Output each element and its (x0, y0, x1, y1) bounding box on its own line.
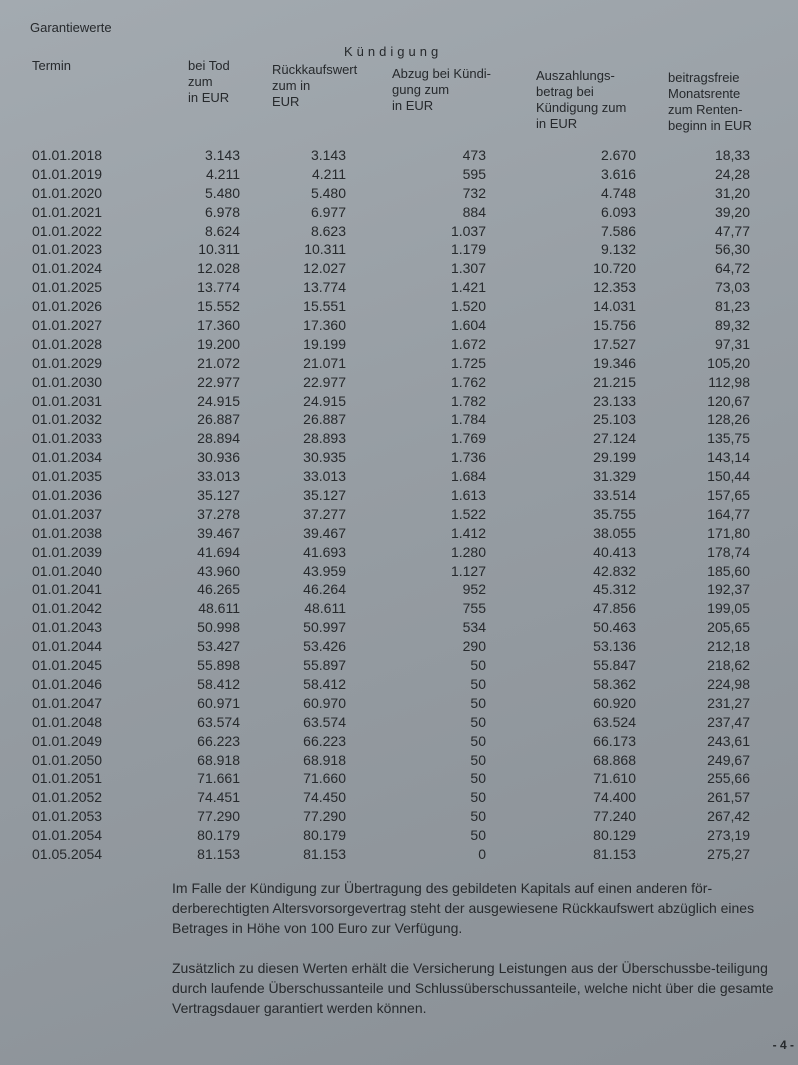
cell-auszahlungsbetrag: 31.329 (593, 468, 636, 485)
cell-rueckkaufswert: 28.893 (303, 430, 346, 447)
cell-monatsrente: 81,23 (714, 298, 750, 315)
header-line: zum (188, 74, 213, 89)
cell-auszahlungsbetrag: 68.868 (593, 751, 636, 768)
table-row (0, 599, 798, 618)
cell-rueckkaufswert: 4.211 (312, 165, 346, 182)
cell-termin: 01.01.2048 (32, 713, 103, 730)
cell-monatsrente: 128,26 (707, 411, 750, 428)
cell-auszahlungsbetrag: 53.136 (593, 638, 636, 655)
cell-bei-tod: 60.971 (197, 694, 240, 711)
header-line: EUR (272, 94, 300, 109)
cell-bei-tod: 74.451 (197, 789, 240, 806)
cell-monatsrente: 112,98 (708, 373, 750, 390)
cell-rueckkaufswert: 5.480 (310, 184, 346, 201)
cell-termin: 01.01.2047 (32, 694, 103, 711)
cell-termin: 01.01.2039 (32, 543, 103, 560)
cell-monatsrente: 105,20 (707, 354, 750, 371)
cell-auszahlungsbetrag: 71.610 (593, 770, 636, 787)
table-row (0, 845, 798, 864)
column-header-abzug (392, 66, 491, 114)
cell-termin: 01.01.2042 (32, 600, 103, 617)
cell-bei-tod: 50.998 (197, 619, 240, 636)
table-row (0, 448, 798, 467)
cell-monatsrente: 31,20 (714, 184, 750, 201)
table-row (0, 769, 798, 788)
cell-rueckkaufswert: 39.467 (303, 524, 346, 541)
cell-abzug: 50 (470, 770, 486, 787)
cell-abzug: 1.520 (450, 298, 486, 315)
cell-bei-tod: 6.978 (204, 203, 240, 220)
cell-termin: 01.01.2032 (32, 411, 103, 428)
cell-rueckkaufswert: 66.223 (303, 732, 346, 749)
cell-monatsrente: 192,37 (707, 581, 750, 598)
cell-monatsrente: 212,18 (707, 638, 750, 655)
header-line: Kündigung zum (536, 100, 627, 115)
cell-termin: 01.01.2021 (32, 203, 103, 220)
header-line: zum in (272, 78, 311, 93)
cell-monatsrente: 18,33 (714, 147, 750, 163)
cell-bei-tod: 12.028 (197, 260, 240, 277)
cell-rueckkaufswert: 80.179 (303, 827, 346, 844)
table-row (0, 637, 798, 656)
cell-abzug: 1.784 (450, 411, 486, 428)
header-line: beginn in EUR (668, 118, 752, 133)
table-row (0, 297, 798, 316)
cell-termin: 01.01.2020 (32, 184, 103, 201)
cell-rueckkaufswert: 60.970 (303, 694, 346, 711)
cell-rueckkaufswert: 13.774 (303, 279, 346, 296)
cell-bei-tod: 26.887 (197, 411, 240, 428)
table-row (0, 675, 798, 694)
cell-auszahlungsbetrag: 29.199 (593, 449, 636, 466)
table-row (0, 486, 798, 505)
cell-auszahlungsbetrag: 27.124 (593, 430, 636, 447)
cell-bei-tod: 53.427 (197, 638, 240, 655)
cell-termin: 01.01.2037 (32, 505, 103, 522)
cell-bei-tod: 8.624 (204, 222, 240, 239)
cell-termin: 01.01.2054 (32, 827, 103, 844)
cell-bei-tod: 10.311 (198, 241, 240, 258)
cell-termin: 01.01.2040 (32, 562, 103, 579)
cell-bei-tod: 22.977 (197, 373, 240, 390)
cell-abzug: 1.684 (450, 468, 486, 485)
cell-rueckkaufswert: 12.027 (303, 260, 346, 277)
header-line: betrag bei (536, 84, 594, 99)
cell-rueckkaufswert: 74.450 (303, 789, 346, 806)
cell-abzug: 50 (470, 808, 486, 825)
cell-rueckkaufswert: 68.918 (303, 751, 346, 768)
column-header-auszahlungsbetrag (536, 68, 626, 132)
cell-auszahlungsbetrag: 35.755 (593, 505, 636, 522)
cell-termin: 01.01.2028 (32, 335, 103, 352)
cell-rueckkaufswert: 15.551 (303, 298, 346, 315)
cell-bei-tod: 17.360 (197, 317, 240, 334)
table-row (0, 278, 798, 297)
cell-rueckkaufswert: 3.143 (310, 147, 346, 163)
cell-auszahlungsbetrag: 6.093 (600, 203, 636, 220)
column-header-monatsrente (668, 70, 752, 134)
cell-termin: 01.01.2034 (32, 449, 103, 466)
cell-abzug: 1.127 (450, 562, 486, 579)
cell-termin: 01.01.2044 (32, 638, 103, 655)
cell-bei-tod: 21.072 (197, 354, 240, 371)
cell-abzug: 884 (462, 203, 486, 220)
cell-monatsrente: 64,72 (714, 260, 750, 277)
table-row (0, 807, 798, 826)
cell-abzug: 1.280 (450, 543, 486, 560)
cell-abzug: 755 (462, 600, 486, 617)
table-row (0, 751, 798, 770)
cell-rueckkaufswert: 48.611 (304, 600, 346, 617)
table-row (0, 429, 798, 448)
cell-auszahlungsbetrag: 4.748 (600, 184, 636, 201)
cell-abzug: 50 (470, 827, 486, 844)
cell-termin: 01.01.2036 (32, 487, 103, 504)
cell-monatsrente: 249,67 (707, 751, 750, 768)
cell-auszahlungsbetrag: 19.346 (593, 354, 636, 371)
cell-termin: 01.01.2025 (32, 279, 103, 296)
cell-abzug: 473 (462, 147, 486, 163)
cell-abzug: 1.421 (450, 279, 486, 296)
cell-auszahlungsbetrag: 42.832 (593, 562, 636, 579)
table-row (0, 316, 798, 335)
cell-termin: 01.01.2033 (32, 430, 103, 447)
cell-bei-tod: 77.290 (197, 808, 240, 825)
cell-rueckkaufswert: 21.071 (303, 354, 346, 371)
cell-bei-tod: 19.200 (197, 335, 240, 352)
cell-auszahlungsbetrag: 66.173 (593, 732, 636, 749)
page-number: - 4 - (772, 1038, 794, 1052)
cell-bei-tod: 33.013 (197, 468, 240, 485)
column-header-bei-tod (188, 58, 230, 106)
cell-rueckkaufswert: 77.290 (303, 808, 346, 825)
cell-bei-tod: 55.898 (197, 657, 240, 674)
cell-monatsrente: 273,19 (707, 827, 750, 844)
cell-auszahlungsbetrag: 3.616 (600, 165, 636, 182)
table-row (0, 335, 798, 354)
cell-bei-tod: 41.694 (197, 543, 240, 560)
table-row (0, 165, 798, 184)
cell-abzug: 1.307 (450, 260, 486, 277)
cell-rueckkaufswert: 30.935 (303, 449, 346, 466)
table-row (0, 184, 798, 203)
cell-auszahlungsbetrag: 58.362 (593, 675, 636, 692)
cell-abzug: 50 (470, 713, 486, 730)
cell-monatsrente: 199,05 (707, 600, 750, 617)
table-row (0, 713, 798, 732)
cell-auszahlungsbetrag: 74.400 (593, 789, 636, 806)
cell-monatsrente: 237,47 (707, 713, 750, 730)
cell-monatsrente: 73,03 (714, 279, 750, 296)
cell-rueckkaufswert: 71.660 (303, 770, 346, 787)
cell-bei-tod: 80.179 (197, 827, 240, 844)
table-row (0, 146, 798, 165)
table-row (0, 562, 798, 581)
cell-bei-tod: 35.127 (197, 487, 240, 504)
cell-abzug: 50 (470, 657, 486, 674)
cell-bei-tod: 4.211 (206, 165, 240, 182)
cell-abzug: 732 (462, 184, 486, 201)
header-line: bei Tod (188, 58, 230, 73)
table-row (0, 505, 798, 524)
cell-monatsrente: 47,77 (714, 222, 750, 239)
cell-termin: 01.01.2024 (32, 260, 103, 277)
cell-bei-tod: 63.574 (197, 713, 240, 730)
header-line: beitragsfreie (668, 70, 740, 85)
cell-termin: 01.01.2031 (32, 392, 103, 409)
cell-abzug: 595 (462, 165, 486, 182)
cell-bei-tod: 46.265 (197, 581, 240, 598)
cell-monatsrente: 89,32 (714, 317, 750, 334)
cell-monatsrente: 143,14 (707, 449, 750, 466)
cell-bei-tod: 48.611 (198, 600, 240, 617)
cell-monatsrente: 261,57 (707, 789, 750, 806)
header-line: Abzug bei Kündi- (392, 66, 492, 81)
cell-termin: 01.01.2030 (32, 373, 103, 390)
cell-abzug: 1.613 (450, 487, 486, 504)
table-row (0, 656, 798, 675)
cell-termin: 01.01.2035 (32, 468, 103, 485)
cell-rueckkaufswert: 37.277 (303, 505, 346, 522)
table-row (0, 788, 798, 807)
cell-monatsrente: 120,67 (707, 392, 750, 409)
table-row (0, 618, 798, 637)
cell-bei-tod: 39.467 (197, 524, 240, 541)
cell-bei-tod: 43.960 (197, 562, 240, 579)
cell-monatsrente: 205,65 (707, 619, 750, 636)
cell-termin: 01.01.2049 (32, 732, 103, 749)
cell-auszahlungsbetrag: 23.133 (593, 392, 636, 409)
cell-termin: 01.01.2045 (32, 657, 103, 674)
cell-auszahlungsbetrag: 9.132 (600, 241, 636, 258)
cell-rueckkaufswert: 33.013 (303, 468, 346, 485)
cell-monatsrente: 231,27 (707, 694, 750, 711)
table-row (0, 410, 798, 429)
cell-bei-tod: 13.774 (197, 279, 240, 296)
table-row (0, 580, 798, 599)
column-header-termin (32, 58, 71, 74)
table-row (0, 826, 798, 845)
cell-auszahlungsbetrag: 10.720 (593, 260, 636, 277)
cell-auszahlungsbetrag: 33.514 (593, 487, 636, 504)
cell-monatsrente: 39,20 (714, 203, 750, 220)
cell-abzug: 1.782 (450, 392, 486, 409)
cell-abzug: 1.762 (450, 373, 486, 390)
cell-monatsrente: 157,65 (707, 487, 750, 504)
cell-rueckkaufswert: 24.915 (303, 392, 346, 409)
kuendigung-group-header: Kündigung (344, 44, 443, 59)
header-line: Termin (32, 58, 72, 73)
cell-termin: 01.01.2043 (32, 619, 103, 636)
cell-monatsrente: 164,77 (707, 505, 750, 522)
cell-bei-tod: 37.278 (197, 505, 240, 522)
table-row (0, 732, 798, 751)
cell-termin: 01.01.2050 (32, 751, 103, 768)
cell-termin: 01.01.2022 (32, 222, 103, 239)
cell-monatsrente: 135,75 (707, 430, 750, 447)
header-line: in EUR (392, 98, 434, 113)
table-row (0, 373, 798, 392)
cell-bei-tod: 81.153 (197, 845, 240, 862)
cell-monatsrente: 267,42 (707, 808, 750, 825)
cell-auszahlungsbetrag: 55.847 (593, 657, 636, 674)
table-row (0, 524, 798, 543)
cell-rueckkaufswert: 58.412 (303, 675, 346, 692)
cell-abzug: 50 (470, 789, 486, 806)
header-line: in EUR (188, 90, 230, 105)
cell-rueckkaufswert: 17.360 (303, 317, 346, 334)
cell-auszahlungsbetrag: 7.586 (600, 222, 636, 239)
cell-auszahlungsbetrag: 50.463 (593, 619, 636, 636)
cell-termin: 01.01.2051 (32, 770, 103, 787)
cell-abzug: 50 (470, 694, 486, 711)
cell-auszahlungsbetrag: 38.055 (593, 524, 636, 541)
table-row (0, 259, 798, 278)
cell-monatsrente: 24,28 (714, 165, 750, 182)
cell-abzug: 1.736 (450, 449, 486, 466)
cell-termin: 01.01.2041 (32, 581, 103, 598)
cell-monatsrente: 224,98 (707, 675, 750, 692)
cell-rueckkaufswert: 43.959 (303, 562, 346, 579)
cell-abzug: 1.522 (450, 505, 486, 522)
cell-abzug: 50 (470, 751, 486, 768)
cell-monatsrente: 185,60 (707, 562, 750, 579)
table-row (0, 467, 798, 486)
cell-monatsrente: 171,80 (707, 524, 750, 541)
cell-bei-tod: 15.552 (197, 298, 240, 315)
cell-termin: 01.01.2038 (32, 524, 103, 541)
cell-rueckkaufswert: 81.153 (303, 845, 346, 862)
cell-termin: 01.01.2029 (32, 354, 103, 371)
cell-auszahlungsbetrag: 12.353 (593, 279, 636, 296)
cell-auszahlungsbetrag: 81.153 (593, 845, 636, 862)
cell-auszahlungsbetrag: 15.756 (593, 317, 636, 334)
header-line: Monatsrente (668, 86, 741, 101)
cell-rueckkaufswert: 53.426 (303, 638, 346, 655)
cell-termin: 01.01.2046 (32, 675, 103, 692)
guarantee-table (0, 146, 798, 864)
header-line: zum Renten- (668, 102, 743, 117)
cell-termin: 01.01.2018 (32, 147, 103, 163)
cell-rueckkaufswert: 26.887 (303, 411, 346, 428)
cell-bei-tod: 3.143 (204, 147, 240, 163)
page-title: Garantiewerte (30, 20, 112, 35)
cell-monatsrente: 255,66 (707, 770, 750, 787)
cell-auszahlungsbetrag: 63.524 (593, 713, 636, 730)
cell-abzug: 50 (470, 675, 486, 692)
cell-auszahlungsbetrag: 45.312 (593, 581, 636, 598)
cell-termin: 01.05.2054 (32, 845, 103, 862)
cell-bei-tod: 24.915 (197, 392, 240, 409)
cell-bei-tod: 71.661 (197, 770, 240, 787)
cell-auszahlungsbetrag: 14.031 (593, 298, 636, 315)
cell-rueckkaufswert: 46.264 (303, 581, 346, 598)
cell-monatsrente: 275,27 (707, 845, 750, 862)
cell-monatsrente: 150,44 (707, 468, 750, 485)
cell-abzug: 50 (470, 732, 486, 749)
cell-abzug: 1.604 (450, 317, 486, 334)
cell-termin: 01.01.2052 (32, 789, 103, 806)
cell-bei-tod: 28.894 (197, 430, 240, 447)
cell-rueckkaufswert: 10.311 (304, 241, 346, 258)
cell-auszahlungsbetrag: 77.240 (593, 808, 636, 825)
cell-abzug: 1.412 (450, 524, 486, 541)
cell-auszahlungsbetrag: 2.670 (600, 147, 636, 163)
table-row (0, 694, 798, 713)
cell-monatsrente: 218,62 (707, 657, 750, 674)
cell-rueckkaufswert: 50.997 (303, 619, 346, 636)
header-line: gung zum (392, 82, 450, 97)
cell-rueckkaufswert: 22.977 (303, 373, 346, 390)
header-line: in EUR (536, 116, 578, 131)
cell-rueckkaufswert: 19.199 (303, 335, 346, 352)
cell-auszahlungsbetrag: 80.129 (593, 827, 636, 844)
cell-rueckkaufswert: 63.574 (303, 713, 346, 730)
header-line: Auszahlungs- (536, 68, 615, 83)
cell-abzug: 534 (462, 619, 486, 636)
cell-bei-tod: 68.918 (197, 751, 240, 768)
table-row (0, 240, 798, 259)
cell-bei-tod: 5.480 (204, 184, 240, 201)
cell-auszahlungsbetrag: 21.215 (593, 373, 636, 390)
cell-abzug: 0 (478, 845, 486, 862)
cell-bei-tod: 30.936 (197, 449, 240, 466)
cell-abzug: 952 (462, 581, 486, 598)
table-row (0, 222, 798, 241)
cell-abzug: 290 (462, 638, 486, 655)
column-header-rueckkaufswert (272, 62, 357, 110)
cell-rueckkaufswert: 41.693 (303, 543, 346, 560)
cell-termin: 01.01.2023 (32, 241, 103, 258)
table-row (0, 354, 798, 373)
cell-auszahlungsbetrag: 17.527 (593, 335, 636, 352)
cell-monatsrente: 243,61 (707, 732, 750, 749)
cell-abzug: 1.179 (450, 241, 486, 258)
cell-abzug: 1.672 (450, 335, 486, 352)
cell-auszahlungsbetrag: 60.920 (593, 694, 636, 711)
table-row (0, 203, 798, 222)
cell-rueckkaufswert: 35.127 (303, 487, 346, 504)
cell-abzug: 1.769 (450, 430, 486, 447)
cell-monatsrente: 178,74 (707, 543, 750, 560)
cell-monatsrente: 97,31 (714, 335, 750, 352)
cell-termin: 01.01.2026 (32, 298, 103, 315)
cell-rueckkaufswert: 8.623 (310, 222, 346, 239)
cell-bei-tod: 66.223 (197, 732, 240, 749)
cell-auszahlungsbetrag: 25.103 (593, 411, 636, 428)
cell-auszahlungsbetrag: 40.413 (593, 543, 636, 560)
table-row (0, 392, 798, 411)
cell-monatsrente: 56,30 (714, 241, 750, 258)
cell-bei-tod: 58.412 (197, 675, 240, 692)
cell-termin: 01.01.2027 (32, 317, 103, 334)
cell-abzug: 1.725 (450, 354, 486, 371)
cell-termin: 01.01.2053 (32, 808, 103, 825)
header-line: Rückkaufswert (272, 62, 358, 77)
table-row (0, 543, 798, 562)
cell-rueckkaufswert: 6.977 (310, 203, 346, 220)
cell-rueckkaufswert: 55.897 (303, 657, 346, 674)
paragraph-transfer-note: Im Falle der Kündigung zur Übertragung des gebildeten Kapitals auf einen anderen för-derberechtigten Altersvorsorgevertrag steht der ausgewiesene Rückkaufswert abzüglich eines Betrages in Höhe von 100 Euro zur Verfügung. (172, 880, 755, 936)
paragraph-surplus-note: Zusätzlich zu diesen Werten erhält die Versicherung Leistungen aus der Überschussbe-teiligung durch laufende Überschussanteile und Schlussüberschussanteile, welche nicht über die gesamte Vertragsdauer garantiert werden können. (172, 960, 774, 1016)
cell-auszahlungsbetrag: 47.856 (593, 600, 636, 617)
cell-abzug: 1.037 (450, 222, 486, 239)
cell-termin: 01.01.2019 (32, 165, 103, 182)
